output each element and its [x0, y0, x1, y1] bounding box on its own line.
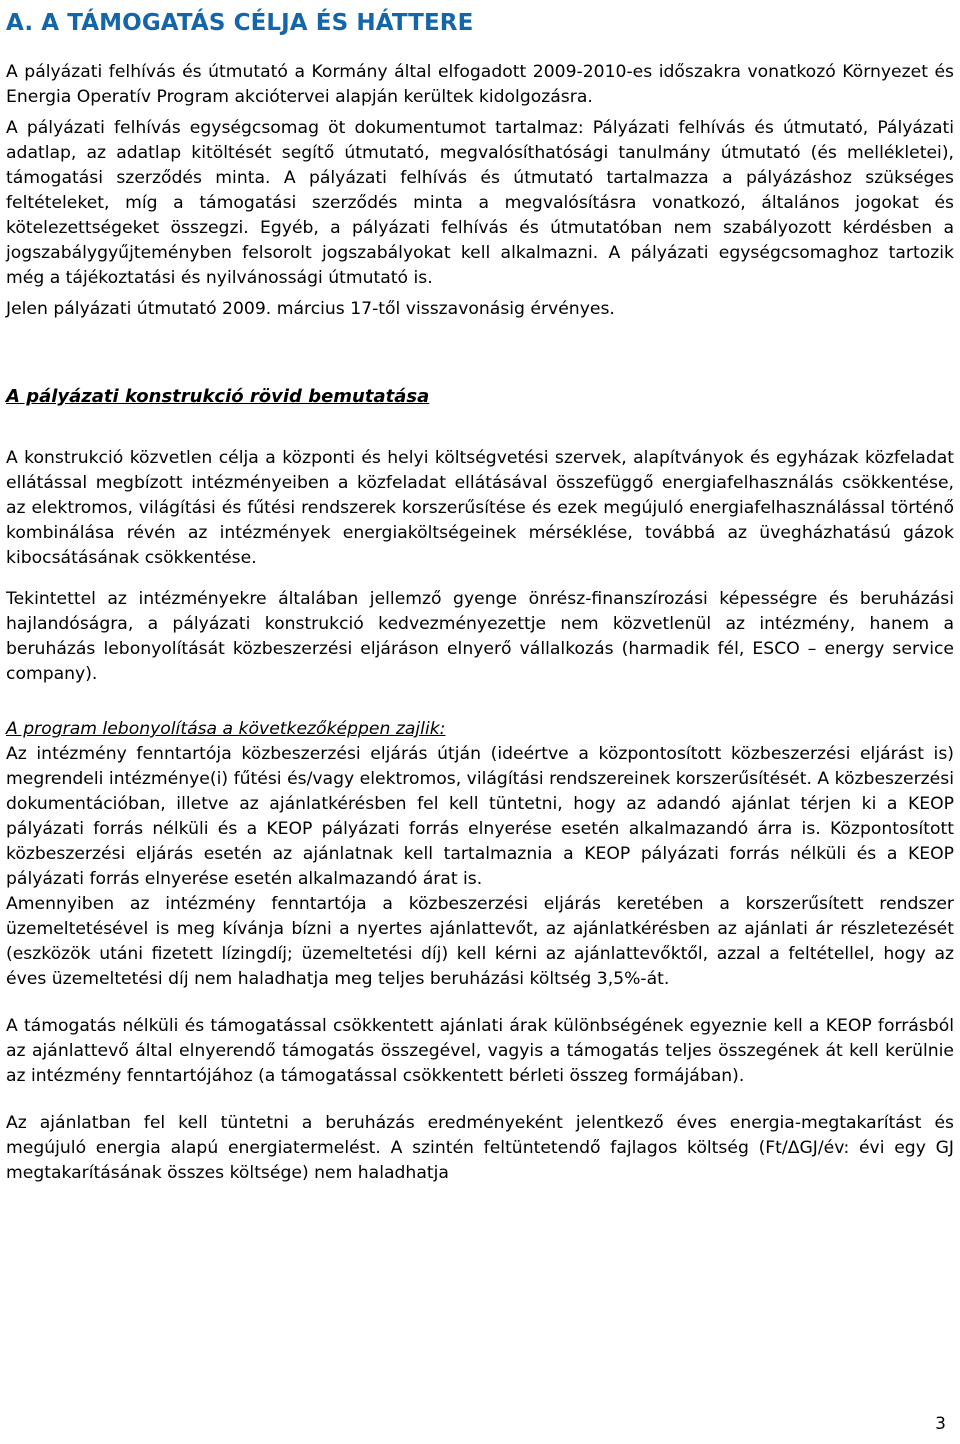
program-paragraph-1: Az intézmény fenntartója közbeszerzési eljárás útján (ideértve a központosított közbeszerzési eljárást is) megrendeli intézménye(i) fűtési és/vagy elektromos, világítási rendszereinek korszerűsítését. A közbeszerzési dokumentációban, illetve az ajánlatkérésben fel kell tüntetni, hogy az adandó ajánlat térjen ki a KEOP pályázati forrás nélküli és a KEOP pályázati forrás elnyerése esetén alkalmazandó árra is. Központosított közbeszerzési eljárás esetén az ajánlatnak kell tartalmaznia a KEOP pályázati forrás nélküli és a KEOP pályázati forrás elnyerése esetén alkalmazandó árat is.: [6, 744, 954, 889]
program-label: A program lebonyolítása a következőképpen zajlik:: [6, 719, 446, 739]
construction-subtitle: A pályázati konstrukció rövid bemutatása: [6, 386, 430, 407]
page-number: 3: [935, 1414, 946, 1434]
program-paragraph-3: A támogatás nélküli és támogatással csökkentett ajánlati árak különbségének egyeznie kell a KEOP forrásból az ajánlattevő által elnyerendő támogatás összegével, vagyis a támogatás teljes összegének át kell kerülnie az intézmény fenntartójához (a támogatással csökkentett bérleti összeg formájában).: [6, 1016, 954, 1086]
construction-paragraph-1: A konstrukció közvetlen célja a központi és helyi költségvetési szervek, alapítványok és egyházak közfeladat ellátással megbízott intézményeiben a közfeladat ellátásával összefüggő energiafelhasználás csökkentése, az elektromos, világítási és fűtési rendszerek korszerűsítése és ezek megújuló energiafelhasználással történő kombinálása révén az intézmények energiaköltségeinek mérséklése, továbbá az üvegházhatású gázok kibocsátásának csökkentése.: [6, 448, 954, 568]
program-paragraph-4: Az ajánlatban fel kell tüntetni a beruházás eredményeként jelentkező éves energia-megtakarítást és megújuló energia alapú energiatermelést. A szintén feltüntetendő fajlagos költség (Ft/ΔGJ/év: évi egy GJ megtakarításának összes költsége) nem haladhatja: [6, 1113, 954, 1183]
intro-paragraph-2: A pályázati felhívás egységcsomag öt dokumentumot tartalmaz: Pályázati felhívás és útmutató, Pályázati adatlap, az adatlap kitöltését segítő útmutató, megvalósíthatósági tanulmány útmutató (és mellékletei), támogatási szerződés minta. A pályázati felhívás és útmutató tartalmazza a pályázáshoz szükséges feltételeket, míg a támogatási szerződés minta a megvalósításra vonatkozó, általános jogokat és kötelezettségeket összegzi. Egyéb, a pályázati felhívás és útmutatóban nem szabályozott kérdésben a jogszabálygyűjteményben felsorolt jogszabályokat kell alkalmazni. A pályázati egységcsomaghoz tartozik még a tájékoztatási és nyilvánossági útmutató is.: [6, 118, 954, 288]
section-heading: A. A TÁMOGATÁS CÉLJA ÉS HÁTTERE: [6, 10, 474, 36]
intro-paragraph-3: Jelen pályázati útmutató 2009. március 17-től visszavonásig érvényes.: [6, 299, 615, 319]
intro-paragraph-1: A pályázati felhívás és útmutató a Kormány által elfogadott 2009-2010-es időszakra vonatkozó Környezet és Energia Operatív Program akciótervei alapján kerültek kidolgozásra.: [6, 62, 954, 107]
program-paragraph-2: Amennyiben az intézmény fenntartója a közbeszerzési eljárás keretében a korszerűsített rendszer üzemeltetésével is meg kívánja bízni a nyertes ajánlattevőt, az ajánlatkérésben az ajánlati ár részletezését (eszközök utáni fizetett lízingdíj; üzemeltetési díj) kell kérni az ajánlattevőktől, azzal a feltétellel, hogy az éves üzemeltetési díj nem haladhatja meg teljes beruházási költség 3,5%-át.: [6, 894, 954, 989]
construction-paragraph-2: Tekintettel az intézményekre általában jellemző gyenge önrész-finanszírozási képességre és beruházási hajlandóságra, a pályázati konstrukció kedvezményezettje nem közvetlenül az intézmény, hanem a beruházás lebonyolítását közbeszerzési eljáráson elnyerő vállalkozás (harmadik fél, ESCO – energy service company).: [6, 589, 954, 684]
document-page: [6, 0, 954, 1186]
